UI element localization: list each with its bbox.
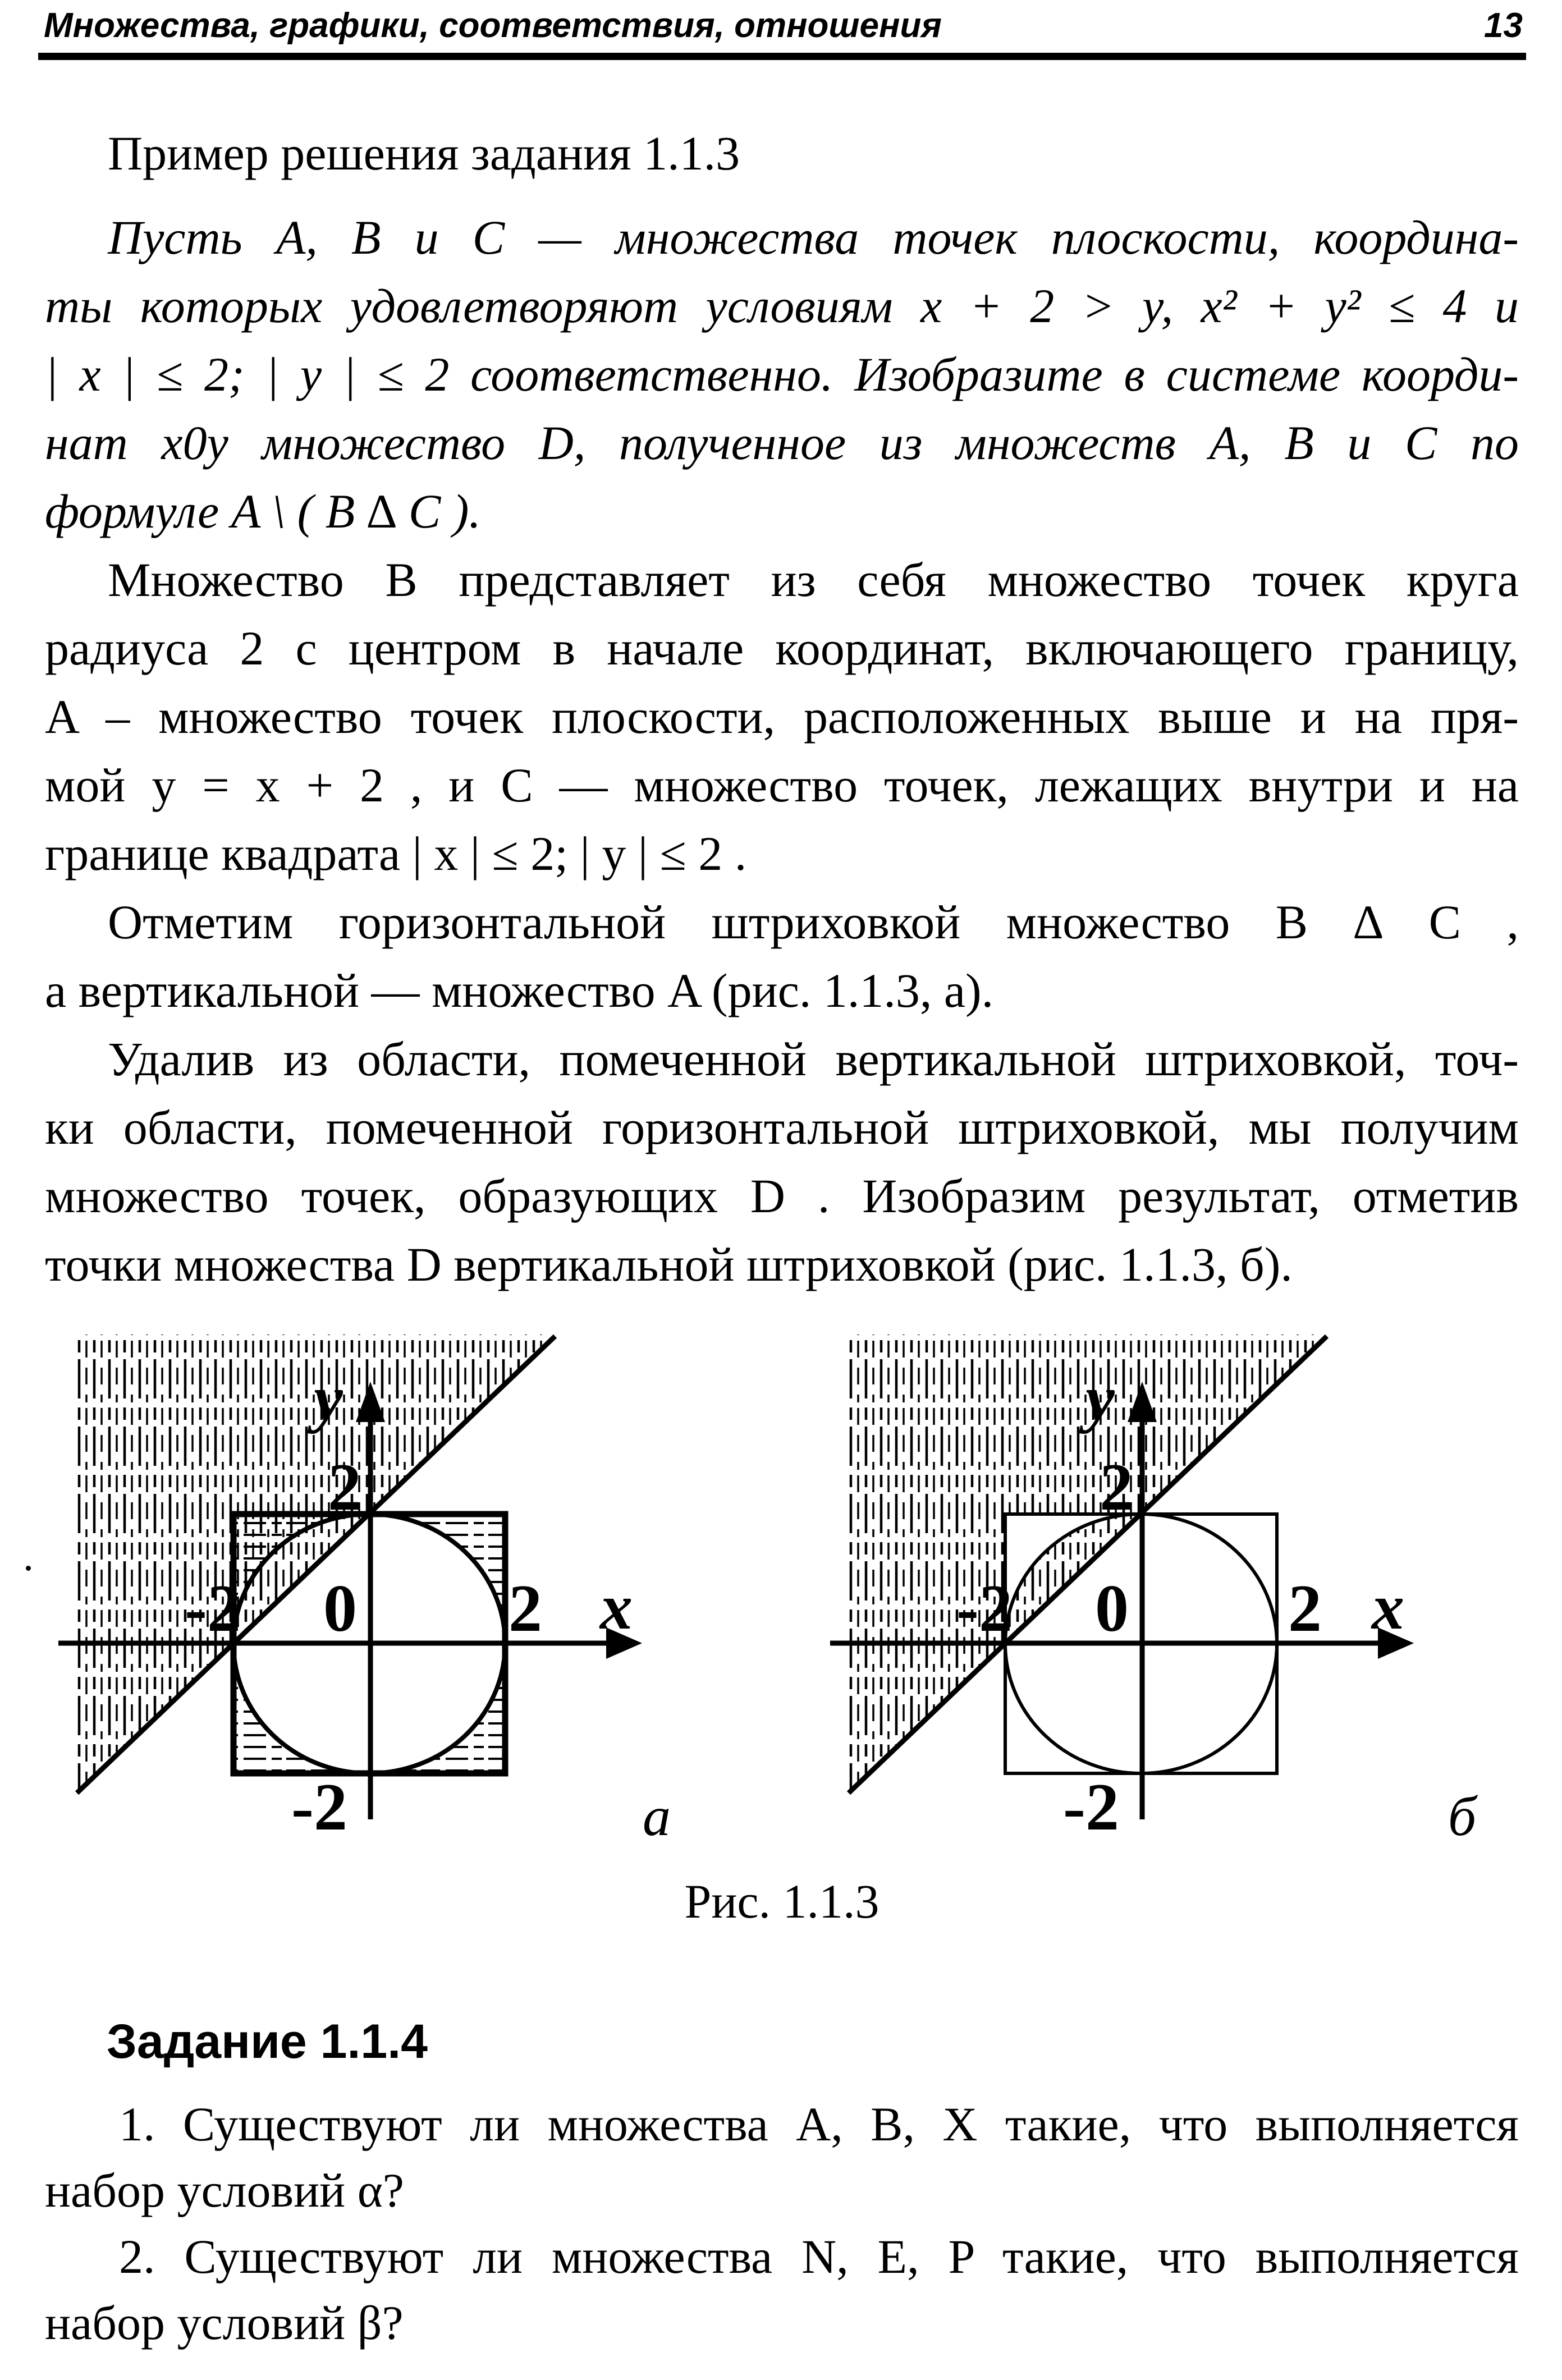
origin-label-b: 0 [1095,1571,1129,1645]
tick-top-a: 2 [328,1450,361,1524]
figure-b [817,1308,1518,1858]
statement-paragraph [45,203,1519,545]
task-item-2-line-1: 2. Существуют ли множества N, E, P такие, что выполняется [119,2230,1519,2283]
figure-row [45,1308,1519,1858]
text-line: Множество B представляет из себя множество точек круга [108,553,1519,607]
explanation-paragraph-1 [45,545,1519,888]
explanation-paragraph-2 [45,888,1519,1025]
task-text [45,2091,1519,2356]
page-number: 13 [1484,6,1523,45]
figure-caption: Рис. 1.1.3 [684,1874,880,1928]
explanation-paragraph-3 [45,1025,1519,1299]
header-title: Множества, графики, соответствия, отношения [44,6,942,45]
tick-bottom-a: -2 [291,1769,347,1844]
text-line: Отметим горизонтальной штриховкой множество B ∆ C , [108,895,1519,949]
x-axis-label-b: x [1372,1571,1404,1643]
text-line: Пусть A, B и C — множества точек плоскости, координа- [108,210,1519,264]
header-rule [38,53,1526,60]
tick-left-a: -2 [185,1571,241,1645]
tick-right-a: 2 [509,1571,542,1645]
tick-bottom-b: -2 [1063,1769,1119,1844]
running-header [44,4,1523,47]
y-axis-label-a: y [314,1363,343,1434]
tick-right-b: 2 [1288,1571,1322,1645]
body-text [45,119,1519,1299]
y-axis-label-b: y [1085,1363,1115,1434]
figure-a [45,1308,690,1858]
text-line: A – множество точек плоскости, расположенных выше и на пря- [45,690,1519,744]
task-item-1-line-1: 1. Существуют ли множества A, B, X такие, что выполняется [119,2097,1519,2151]
task-item-1-line-2: набор условий α? [45,2163,404,2217]
text-line: нат x0y множество D, полученное из множеств A, B и C по [45,416,1519,470]
text-line: а вертикальной — множество A (рис. 1.1.3, а). [45,964,994,1017]
tick-left-b: -2 [956,1571,1013,1645]
example-heading: Пример решения задания 1.1.3 [108,126,740,180]
x-axis-label-a: x [600,1571,633,1643]
text-line: радиуса 2 с центром в начале координат, включающего границу, [45,621,1519,675]
subfigure-label-b: б [1448,1785,1477,1847]
task-heading: Задание 1.1.4 [107,2015,428,2069]
text-line: точки множества D вертикальной штриховкой (рис. 1.1.3, б). [45,1237,1293,1291]
text-line: ты которых удовлетворяют условиям x + 2 > y, x² + y² ≤ 4 и [45,279,1519,333]
text-line: множество точек, образующих D . Изобразим результат, отметив [45,1169,1519,1223]
text-line: формуле A \ ( B ∆ C ). [45,484,481,538]
task-item-2-line-2: набор условий β? [45,2296,404,2350]
origin-label-a: 0 [323,1571,357,1645]
scan-speck [26,1566,31,1571]
text-line: мой y = x + 2 , и C — множество точек, лежащих внутри и на [45,758,1519,812]
subfigure-label-a: а [643,1785,671,1847]
text-line: границе квадрата | x | ≤ 2; | y | ≤ 2 . [45,827,747,881]
text-line: Удалив из области, помеченной вертикальной штриховкой, точ- [108,1032,1519,1086]
text-line: | x | ≤ 2; | y | ≤ 2 соответственно. Изобразите в системе коорди- [45,347,1519,401]
text-line: ки области, помеченной горизонтальной штриховкой, мы получим [45,1100,1519,1154]
tick-top-b: 2 [1100,1450,1133,1524]
